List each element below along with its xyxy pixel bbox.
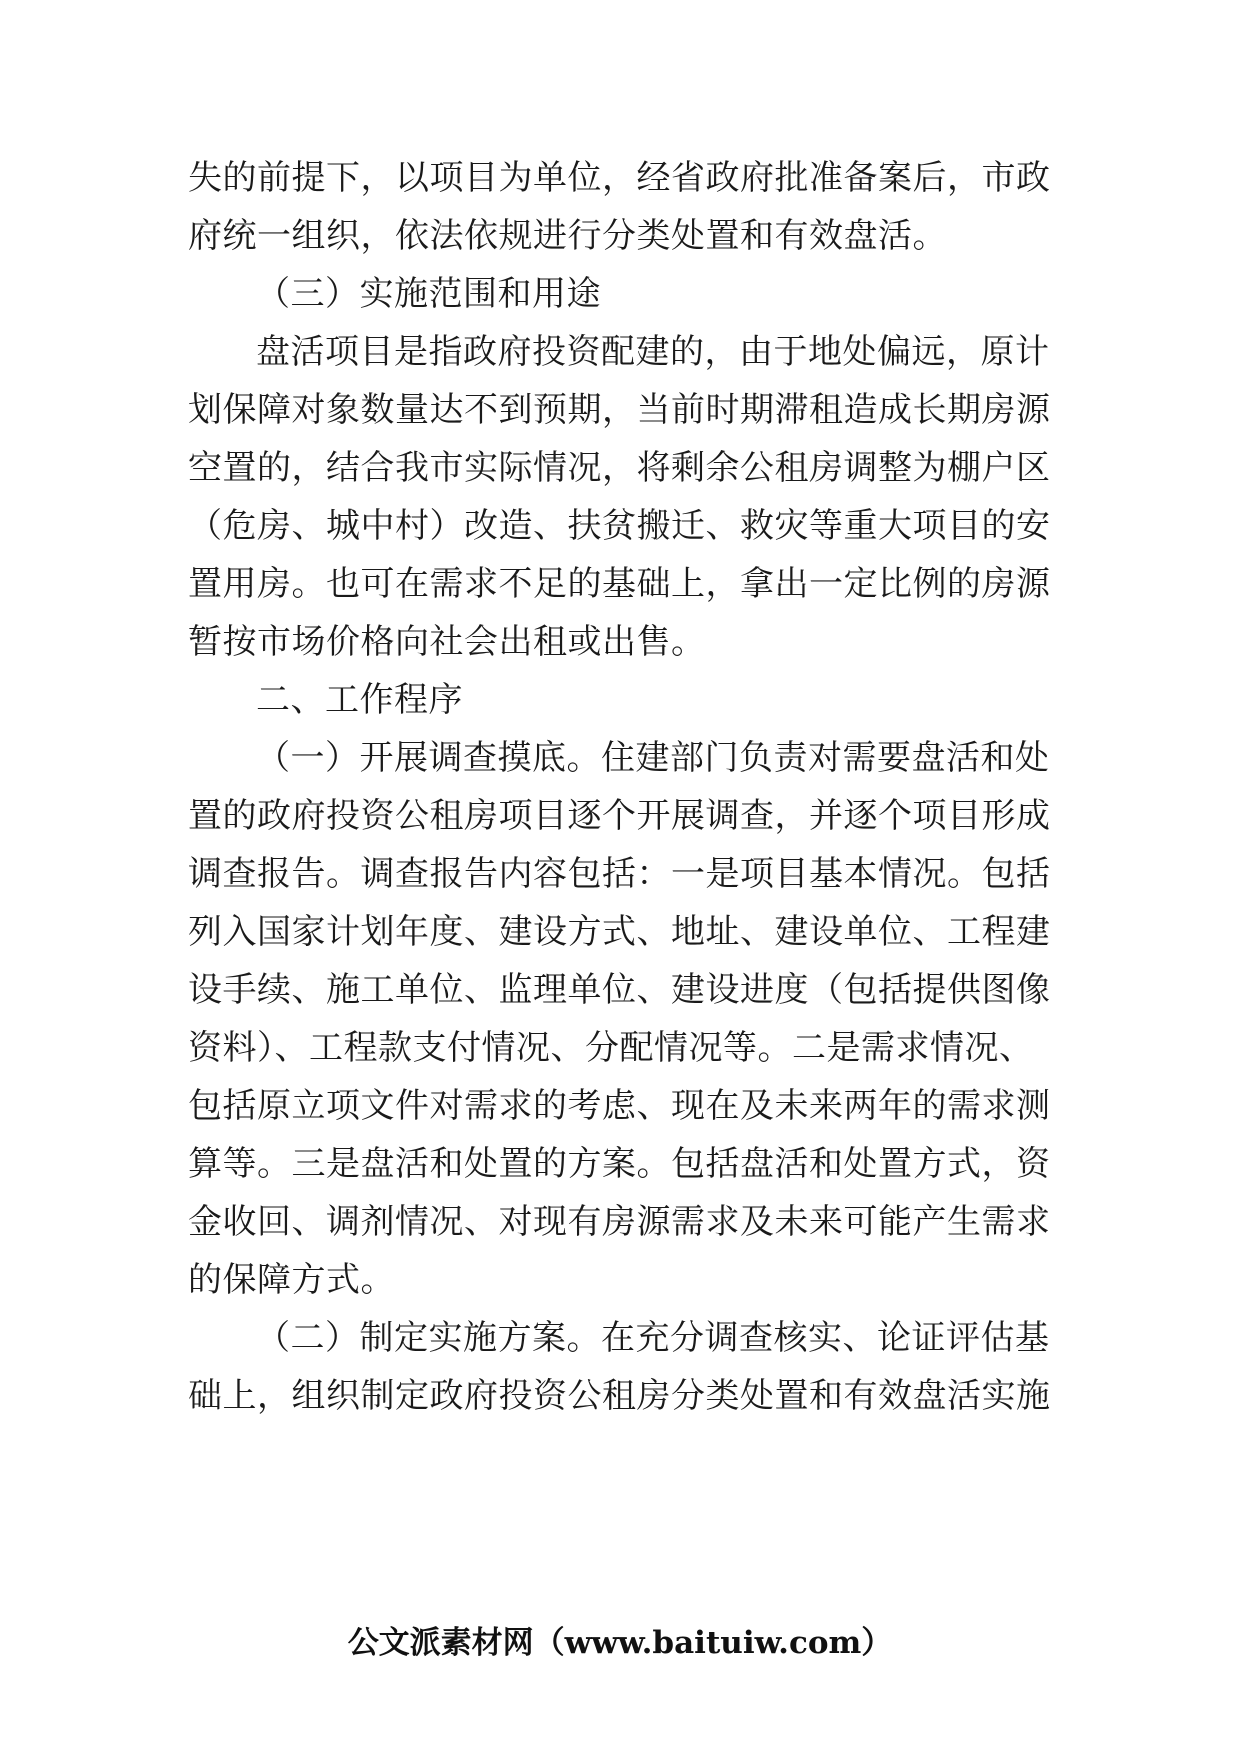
text-line-6: 空置的，结合我市实际情况，将剩余公租房调整为棚户区 [188,448,1051,488]
text-line-17: 包括原立项文件对需求的考虑、现在及未来两年的需求测 [188,1086,1051,1126]
footer-watermark: 公文派素材网（www.baituiw.com） [347,1625,893,1661]
text-line-7: （危房、城中村）改造、扶贫搬迁、救灾等重大项目的安 [188,506,1051,546]
text-line-18: 算等。三是盘活和处置的方案。包括盘活和处置方式，资 [188,1144,1051,1184]
text-line-14: 列入国家计划年度、建设方式、地址、建设单位、工程建 [188,912,1051,952]
text-line-1: 失的前提下，以项目为单位，经省政府批准备案后，市政 [188,158,1051,198]
text-line-9: 暂按市场价格向社会出租或出售。 [188,622,706,662]
text-line-20: 的保障方式。 [188,1260,395,1300]
text-line-8: 置用房。也可在需求不足的基础上，拿出一定比例的房源 [188,564,1051,604]
paragraph-first-line: （一）开展调查摸底。住建部门负责对需要盘活和处 [256,738,1050,778]
text-line-19: 金收回、调剂情况、对现有房源需求及未来可能产生需求 [188,1202,1051,1242]
text-line-2: 府统一组织，依法依规进行分类处置和有效盘活。 [188,216,947,256]
text-line-22: 础上，组织制定政府投资公租房分类处置和有效盘活实施 [188,1376,1051,1416]
text-line-12: 置的政府投资公租房项目逐个开展调查，并逐个项目形成 [188,796,1051,836]
text-line-16: 资料）、工程款支付情况、分配情况等。二是需求情况、 [188,1028,1034,1068]
text-line-13: 调查报告。调查报告内容包括：一是项目基本情况。包括 [188,854,1051,894]
text-line-15: 设手续、施工单位、监理单位、建设进度（包括提供图像 [188,970,1051,1010]
text-line-5: 划保障对象数量达不到预期，当前时期滞租造成长期房源 [188,390,1051,430]
paragraph-first-line: 盘活项目是指政府投资配建的，由于地处偏远，原计 [256,332,1050,372]
paragraph-first-line: （二）制定实施方案。在充分调查核实、论证评估基 [256,1318,1050,1358]
section-heading-work-procedure: 二、工作程序 [256,680,463,720]
section-heading-3: （三）实施范围和用途 [256,274,601,314]
